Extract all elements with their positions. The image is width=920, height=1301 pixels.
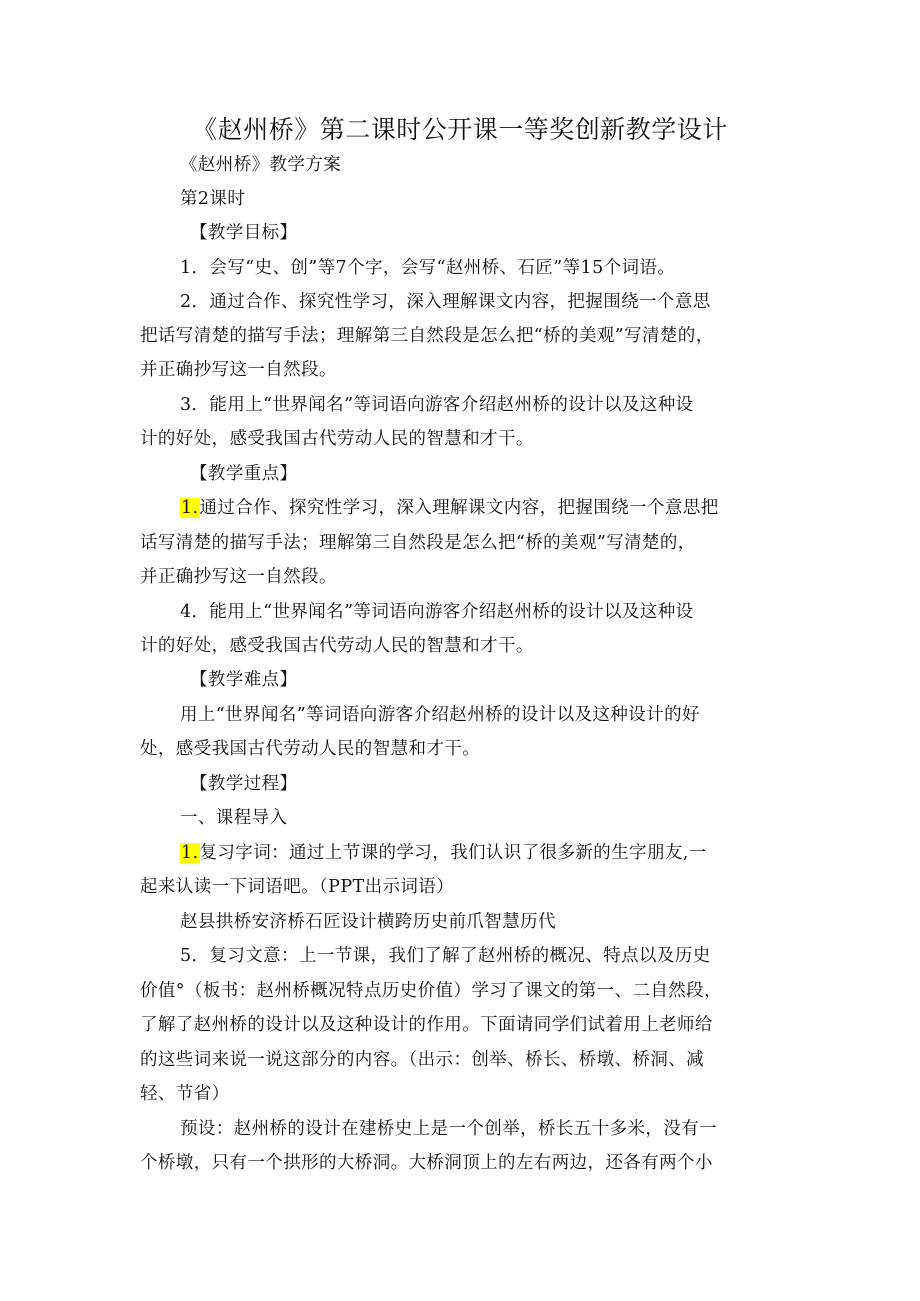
preset-line-2: 个桥墩，只有一个拱形的大桥洞。大桥洞顶上的左右两边，还各有两个小 [140,1153,713,1173]
word-list: 赵县拱桥安济桥石匠设计横跨历史前爪智慧历代 [180,912,556,932]
goal-item-2-line-2: 把话写清楚的描写手法；理解第三自然段是怎么把“桥的美观”写清楚的， [140,326,714,346]
key-item-1-line-2: 话写清楚的描写手法；理解第三自然段是怎么把“桥的美观”写清楚的， [140,533,696,553]
step-1-line-2: 起来认读一下词语吧。（PPT出示词语） [140,877,455,897]
plan-subtitle: 《赵州桥》教学方案 [180,155,342,175]
document-title: 《赵州桥》第二课时公开课一等奖创新教学设计 [192,115,728,144]
difficulty-line-2: 处，感受我国古代劳动人民的智慧和才干。 [140,739,481,759]
section-heading-difficulties: 【教学难点】 [190,670,298,690]
key-item-1-text: 通过合作、探究性学习，深入理解课文内容，把握围绕一个意思把 [199,498,719,518]
key-item-1-line-3: 并正确抄写这一自然段。 [140,567,337,587]
part-heading-intro: 一、课程导入 [180,808,288,828]
step-5-line-5: 轻、节省） [140,1084,230,1104]
difficulty-line-1: 用上“世界闻名”等词语向游客介绍赵州桥的设计以及这种设计的好 [180,705,700,725]
step-5-line-3: 了解了赵州桥的设计以及这种设计的作用。下面请同学们试着用上老师给 [140,1015,713,1035]
goal-item-2-line-3: 并正确抄写这一自然段。 [140,360,337,380]
highlighted-number: 1. [181,843,199,863]
section-heading-goals: 【教学目标】 [190,223,298,243]
key-item-1-line-1 [180,496,719,520]
step-1-line-1 [180,841,707,865]
highlighted-number: 1. [181,498,199,518]
section-heading-process: 【教学过程】 [190,774,298,794]
preset-line-1: 预设：赵州桥的设计在建桥史上是一个创举，桥长五十多米，没有一 [180,1119,717,1139]
key-item-4-line-1: 4．能用上“世界闻名”等词语向游客介绍赵州桥的设计以及这种设 [180,602,694,622]
goal-item-3-line-2: 计的好处，感受我国古代劳动人民的智慧和才干。 [140,429,534,449]
goal-item-3-line-1: 3．能用上“世界闻名”等词语向游客介绍赵州桥的设计以及这种设 [180,395,694,415]
step-5-line-4: 的这些词来说一说这部分的内容。（出示：创举、桥长、桥墩、桥洞、减 [140,1050,705,1070]
step-5-line-2: 价值°（板书：赵州桥概况特点历史价值）学习了课文的第一、二自然段， [140,981,722,1001]
step-5-line-1: 5．复习文意：上一节课，我们了解了赵州桥的概况、特点以及历史 [180,946,711,966]
goal-item-1: 1．会写“史、创”等7个字，会写“赵州桥、石匠”等15个词语。 [180,258,676,278]
section-heading-key-points: 【教学重点】 [190,464,298,484]
lesson-label: 第2课时 [180,189,246,209]
step-1-text: 复习字词：通过上节课的学习，我们认识了很多新的生字朋友,一 [199,843,707,863]
goal-item-2-line-1: 2．通过合作、探究性学习，深入理解课文内容，把握围绕一个意思 [180,292,711,312]
key-item-4-line-2: 计的好处，感受我国古代劳动人民的智慧和才干。 [140,636,534,656]
